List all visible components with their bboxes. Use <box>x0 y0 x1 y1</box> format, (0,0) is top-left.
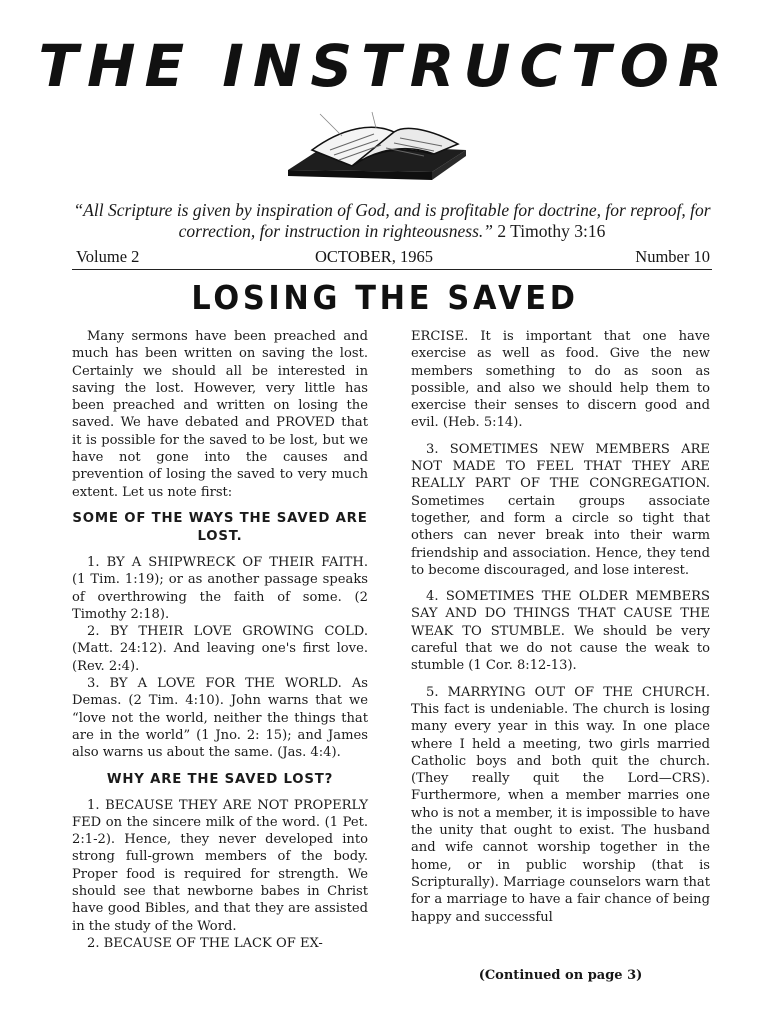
article-left-column <box>72 328 368 952</box>
article-paragraph: 1. BY A SHIPWRECK OF THEIR FAITH. (1 Tim. 1:19); or as another passage speaks of overthrowing the faith of some. (2 Timothy 2:18). <box>72 554 368 622</box>
open-bible-icon <box>282 110 472 190</box>
epigraph-reference: 2 Timothy 3:16 <box>497 221 606 241</box>
article-paragraph: 1. BECAUSE THEY ARE NOT PROPERLY FED on the sincere milk of the word. (1 Pet. 2:1-2). Hence, they never developed into strong full-grown members of the body. Proper food is required for strength. We should see that newborne babes in Christ have good Bibles, and that they are assisted in the study of the Word. <box>72 797 368 934</box>
article-headline: LOSING THE SAVED <box>191 278 579 317</box>
issue-date: OCTOBER, 1965 <box>315 247 433 266</box>
article-paragraph: Many sermons have been preached and much has been written on saving the lost. Certainly we should all be interested in saving the lost. However, very little has been preached and written on losing the saved. We have debated and PROVED that it is possible for the saved to be lost, but we have not gone into the causes and prevention of losing the saved to very much extent. Let us note first: <box>72 329 368 500</box>
section-heading: WHY ARE THE SAVED LOST? <box>106 771 334 787</box>
article-paragraph: 2. BECAUSE OF THE LACK OF EX- <box>87 935 323 951</box>
article-paragraph: 3. SOMETIMES NEW MEMBERS ARE NOT MADE TO FEEL THAT THEY ARE REALLY PART OF THE CONGREGATION. Sometimes certain groups associate together, and form a circle so tight that others can never break into their warm friendship and association. Hence, they tend to become discouraged, and lose interest. <box>411 441 710 578</box>
issue-info-bar <box>72 247 712 270</box>
volume-label: Volume 2 <box>76 247 140 266</box>
article-right-column <box>411 328 710 935</box>
masthead-title: THE INSTRUCTOR <box>38 32 732 100</box>
epigraph <box>62 200 722 242</box>
article-paragraph: 3. BY A LOVE FOR THE WORLD. As Demas. (2 Tim. 4:10). John warns that we “love not the world, neither the things that are in the world” (1 Jno. 2: 15); and James also warns us about the same. (Jas. 4:4). <box>72 676 368 761</box>
article-paragraph: ERCISE. It is important that one have exercise as well as food. Give the new members something to do as soon as possible, and also we should help them to exercise their senses to discern good and evil. (Heb. 5:14). <box>411 329 710 431</box>
article-paragraph: 4. SOMETIMES THE OLDER MEMBERS SAY AND DO THINGS THAT CAUSE THE WEAK TO STUMBLE. We should be very careful that we do not cause the weak to stumble (1 Cor. 8:12-13). <box>411 589 710 674</box>
continued-note: (Continued on page 3) <box>478 968 643 983</box>
epigraph-quote: “All Scripture is given by inspiration of God, and is profitable for doctrine, for reproof, for correction, for instruction in righteousness.” <box>73 200 711 241</box>
article-paragraph: 5. MARRYING OUT OF THE CHURCH. This fact is undeniable. The church is losing many every year in this way. In one place where I held a meeting, two girls married Catholic boys and both quit the church. (They really quit the Lord—CRS). Furthermore, when a member marries one who is not a member, it is impossible to have the unity that ought to exist. The husband and wife cannot worship together in the home, or in public worship (that is Scripturally). Marriage counselors warn that for a marriage to have a fair chance of being happy and successful <box>411 684 710 925</box>
section-heading: SOME OF THE WAYS THE SAVED ARE LOST. <box>72 510 368 544</box>
article-paragraph: 2. BY THEIR LOVE GROWING COLD. (Matt. 24:12). And leaving one's first love. (Rev. 2:4). <box>72 624 368 674</box>
issue-number: Number 10 <box>635 247 710 266</box>
